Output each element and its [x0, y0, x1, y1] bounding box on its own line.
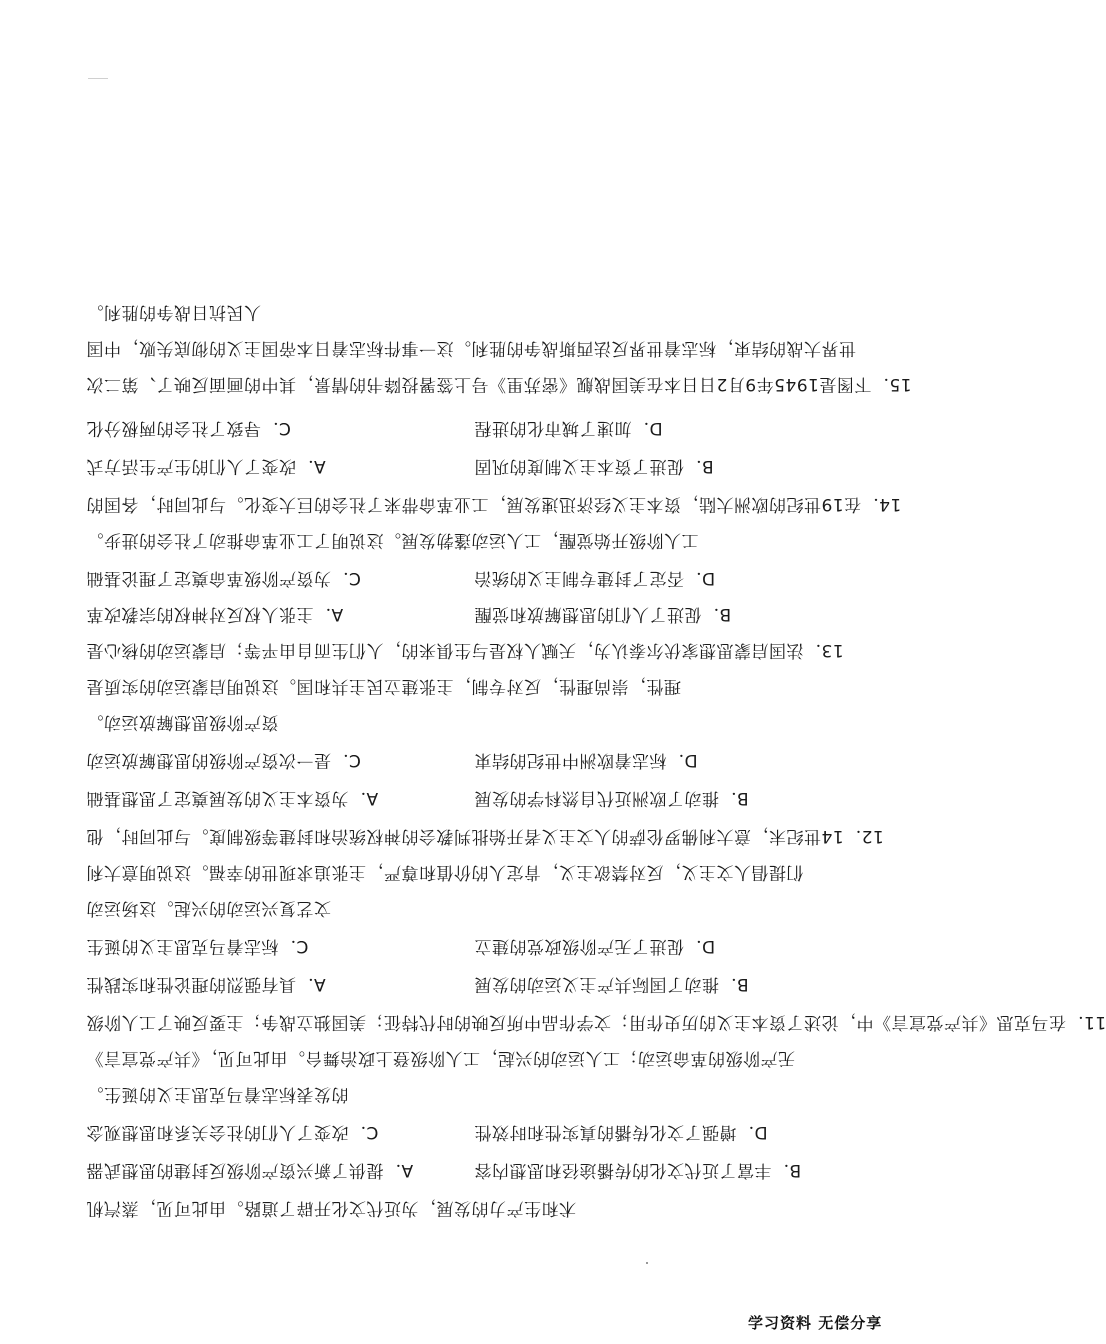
footer-text: 学习资料 无偿分享 — [748, 1314, 883, 1332]
q11-line-3: 的发表标志着马克思主义的诞生。 — [86, 1084, 349, 1104]
q13-option-b[interactable]: B．促进了人们的思想解放和觉醒 — [474, 604, 732, 624]
q12-line-1: 12．14世纪末，意大利佛罗伦萨的人文主义者开始批判教会的神权统治和封建等级制度。与此同时，他 — [86, 826, 884, 846]
stray-dot — [646, 1262, 648, 1264]
q14-option-b[interactable]: B．促进了资本主义制度的巩固 — [474, 456, 714, 476]
q10-option-a[interactable]: A．提供了新兴资产阶级反封建的思想武器 — [86, 1160, 414, 1180]
q14-option-a[interactable]: A．改变了人们的生产生活方式 — [86, 456, 326, 476]
q12-line-3: 文艺复兴运动的兴起。这场运动 — [86, 898, 331, 918]
q11-line-1: 11．在马克思《共产党宣言》中，论述了资本主义的历史作用；文学作品中所反映的时代特征；美国独立战争；主要反映了工人阶级 — [86, 1012, 1106, 1032]
q10-option-c[interactable]: C．改变了人们的社会关系和思想观念 — [86, 1122, 379, 1142]
q13-line-1: 13．法国启蒙思想家伏尔泰认为，天赋人权是与生俱来的，人们生而自由平等；启蒙运动的核心是 — [86, 640, 844, 660]
q11-line-2: 无产阶级的革命运动；工人运动的兴起，工人阶级登上政治舞台。由此可见，《共产党宣言》 — [86, 1048, 795, 1068]
q11-option-d[interactable]: D．促进了无产阶级政党的建立 — [474, 936, 716, 956]
q14-option-d[interactable]: D．加速了城市化的进程 — [474, 418, 663, 438]
q15-line-3: 人民抗日战争的胜利。 — [86, 302, 261, 322]
q15-line-2: 世界大战的结束，标志着世界反法西斯战争的胜利。这一事件标志着日本帝国主义的彻底失败，中国 — [86, 338, 856, 358]
q11-option-c[interactable]: C．标志着马克思主义的诞生 — [86, 936, 309, 956]
q15-line-1: 15．下图是1945年9月2日日本在美国战舰《密苏里》号上签署投降书的情景，其中的画面反映了、第二次 — [86, 374, 912, 394]
q12-option-c[interactable]: C．是一次资产阶级的思想解放运动 — [86, 750, 361, 770]
q12-option-b[interactable]: B．推动了欧洲近代自然科学的发展 — [474, 788, 749, 808]
q13-option-d[interactable]: D．否定了封建专制主义的统治 — [474, 568, 716, 588]
q11-option-a[interactable]: A．具有强烈的理论性和实践性 — [86, 974, 326, 994]
q11-option-b[interactable]: B．推动了国际共产主义运动的发展 — [474, 974, 749, 994]
q13-option-a[interactable]: A．主张人权反对神权的宗教改革 — [86, 604, 344, 624]
q10-option-d[interactable]: D．增强了文化传播的真实性和时效性 — [474, 1122, 768, 1142]
q14-option-c[interactable]: C．导致了社会的两极分化 — [86, 418, 291, 438]
q10-tail-line: 术和生产力的发展，为近代文化开辟了道路。由此可见，蒸汽机 — [86, 1198, 576, 1218]
q12-line-2: 们提倡人文主义，反对禁欲主义，肯定人的价值和尊严，主张追求现世的幸福。这说明意大利 — [86, 862, 804, 882]
q13-line-3: 资产阶级思想解放运动。 — [86, 712, 279, 732]
q12-option-d[interactable]: D．标志着欧洲中世纪的结束 — [474, 750, 698, 770]
q14-line-2: 工人阶级开始觉醒，工人运动蓬勃发展。这说明了工业革命推动了社会的进步。 — [86, 530, 699, 550]
q12-option-a[interactable]: A．为资本主义的发展奠定了思想基础 — [86, 788, 379, 808]
q13-option-c[interactable]: C．为资产阶级革命奠定了理论基础 — [86, 568, 361, 588]
q14-line-1: 14．在19世纪的欧洲大陆，资本主义经济迅速发展，工业革命带来了社会的巨大变化。与此同时，各国的 — [86, 494, 902, 514]
q10-option-b[interactable]: B．丰富了近代文化的传播途径和思想内容 — [474, 1160, 802, 1180]
q13-line-2: 理性，崇尚理性，反对专制，主张建立民主共和国。这说明启蒙运动的实质是 — [86, 676, 681, 696]
